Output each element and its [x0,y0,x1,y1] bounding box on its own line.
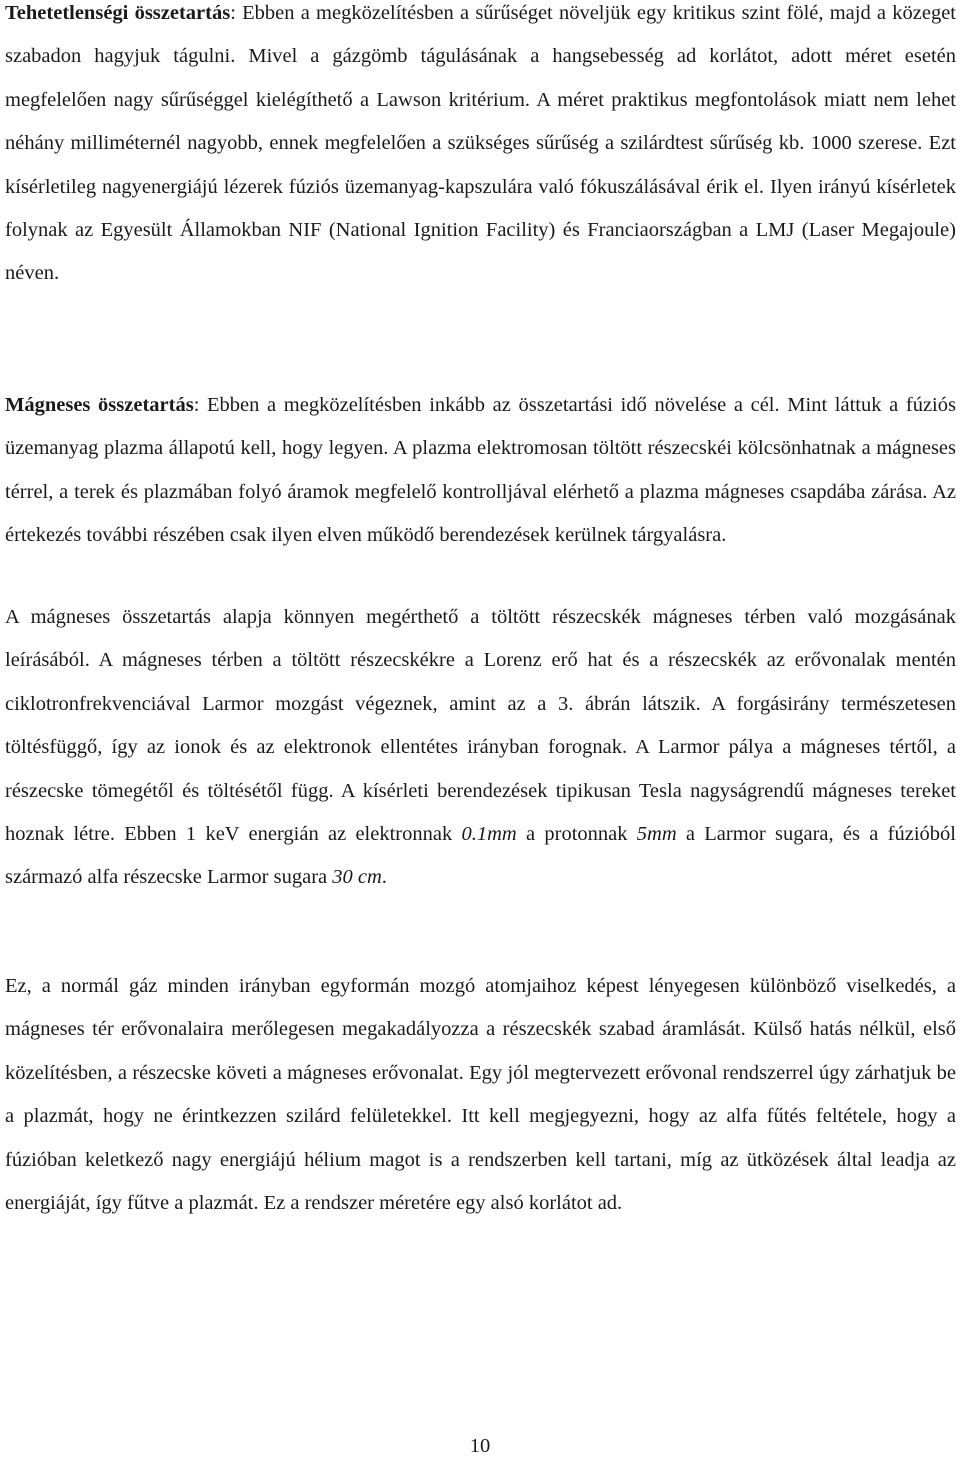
paragraph-inertial-confinement [5,0,956,296]
term-magnetic-confinement: Mágneses összetartás [5,394,194,416]
paragraph-magnetic-confinement [5,384,956,558]
alpha-larmor-radius: 30 cm [332,866,382,889]
paragraph-larmor-motion [5,596,956,900]
paragraph-magnetic-text: : Ebben a megközelítésben inkább az összetartási idő növelése a cél. Mint láttuk a fúziós üzemanyag plazma állapotú kell, hogy legyen. A plazma elektromosan töltött részecskéi kölcsönhatnak a mágneses térrel, a terek és plazmában folyó áramok megfelelő kontrolljával elérhető a plazma mágneses csapdába zárása. Az értekezés további részében csak ilyen elven működő berendezések kerülnek tárgyalásra. [5,394,956,547]
paragraph-inertial-text: : Ebben a megközelítésben a sűrűséget növeljük egy kritikus szint fölé, majd a közeget szabadon hagyjuk tágulni. Mivel a gázgömb tágulásának a hangsebesség ad korlátot, adott méret esetén megfelelően nagy sűrűséggel kielégíthető a Lawson kritérium. A méret praktikus megfontolások miatt nem lehet néhány milliméternél nagyobb, ennek megfelelően a szükséges sűrűség a szilárdtest sűrűség kb. 1000 szerese. Ezt kísérletileg nagyenergiájú lézerek fúziós üzemanyag-kapszulára való fókuszálásával érik el. Ilyen irányú kísérletek folynak az Egyesült Államokban NIF (National Ignition Facility) és Franciaországban a LMJ (Laser Megajoule) néven. [5,2,956,285]
paragraph-behavior-text: Ez, a normál gáz minden irányban egyformán mozgó atomjaihoz képest lényegesen különböző viselkedés, a mágneses tér erővonalaira merőlegesen megakadályozza a részecskék szabad áramlását. Külső hatás nélkül, első közelítésben, a részecske követi a mágneses erővonalat. Egy jól megtervezett erővonal rendszerrel úgy zárhatjuk be a plazmát, hogy ne érintkezzen szilárd felületekkel. Itt kell megjegyezni, hogy az alfa fűtés feltétele, hogy a fúzióban keletkező nagy energiájú hélium magot is a rendszerben kell tartani, míg az ütközések által leadja az energiáját, így fűtve a plazmát. Ez a rendszer méretére egy alsó korlátot ad. [5,975,956,1215]
larmor-text-4: . [381,866,387,889]
larmor-text-2: a protonnak [516,823,637,846]
paragraph-particle-behavior [5,965,956,1225]
electron-larmor-radius: 0.1mm [461,823,517,846]
page-number: 10 [469,1435,491,1457]
larmor-text-3: a Larmor sugara, és a fúzióból származó alfa részecske Larmor sugara [5,823,956,889]
proton-larmor-radius: 5mm [636,823,677,846]
term-inertial-confinement: Tehetetlenségi összetartás [5,2,231,24]
larmor-text-1: A mágneses összetartás alapja könnyen megérthető a töltött részecskék mágneses térben való mozgásának leírásából. A mágneses térben a töltött részecskékre a Lorenz erő hat és a részecskék az erővonalak mentén ciklotronfrekvenciával Larmor mozgást végeznek, amint az a 3. ábrán látszik. A forgásirány természetesen töltésfüggő, így az ionok és az elektronok ellentétes irányban forognak. A Larmor pálya a mágneses tértől, a részecske tömegétől és töltésétől függ. A kísérleti berendezések tipikusan Tesla nagyságrendű mágneses tereket hoznak létre. Ebben 1 keV energián az elektronnak [5,606,956,846]
